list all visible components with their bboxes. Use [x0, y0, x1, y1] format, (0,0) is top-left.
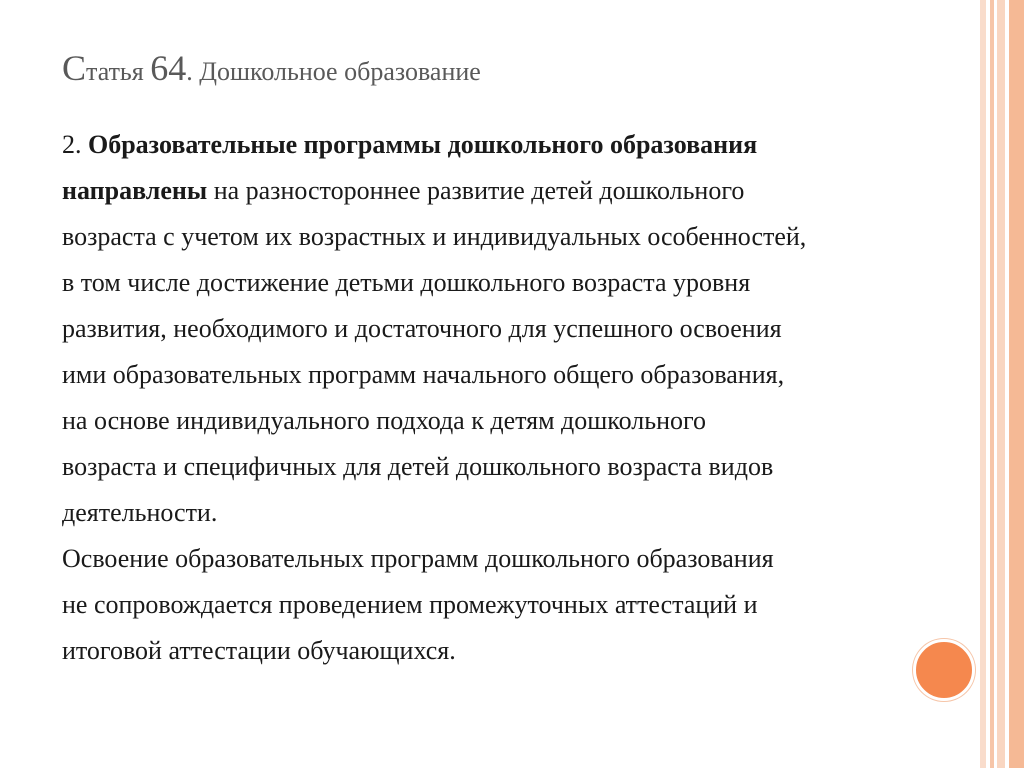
- paragraph-line: возраста с учетом их возрастных и индивидуальных особенностей,: [62, 222, 807, 251]
- paragraph-line: возраста и специфичных для детей дошкольного возраста видов: [62, 452, 774, 481]
- paragraph-line: 2. Образовательные программы дошкольного образования: [62, 130, 758, 159]
- decorative-stripe: [997, 0, 1005, 768]
- paragraph-line: Освоение образовательных программ дошкольного образования: [62, 544, 774, 573]
- paragraph-line: ими образовательных программ начального общего образования,: [62, 360, 785, 389]
- decorative-stripe: [980, 0, 986, 768]
- paragraph-line: в том числе достижение детьми дошкольного возраста уровня: [62, 268, 751, 297]
- decorative-stripe: [1009, 0, 1024, 768]
- paragraph-line: развития, необходимого и достаточного для успешного освоения: [62, 314, 782, 343]
- paragraph-line: итоговой аттестации обучающихся.: [62, 636, 456, 665]
- paragraph-line: не сопровождается проведением промежуточных аттестаций и: [62, 590, 758, 619]
- paragraph-line: направлены на разностороннее развитие детей дошкольного: [62, 176, 745, 205]
- decorative-circle: [913, 639, 975, 701]
- paragraph-line: деятельности.: [62, 498, 218, 527]
- slide-title: Статья 64. Дошкольное образование: [62, 48, 481, 88]
- decorative-stripe: [990, 0, 994, 768]
- paragraph-line: на основе индивидуального подхода к детям дошкольного: [62, 406, 707, 435]
